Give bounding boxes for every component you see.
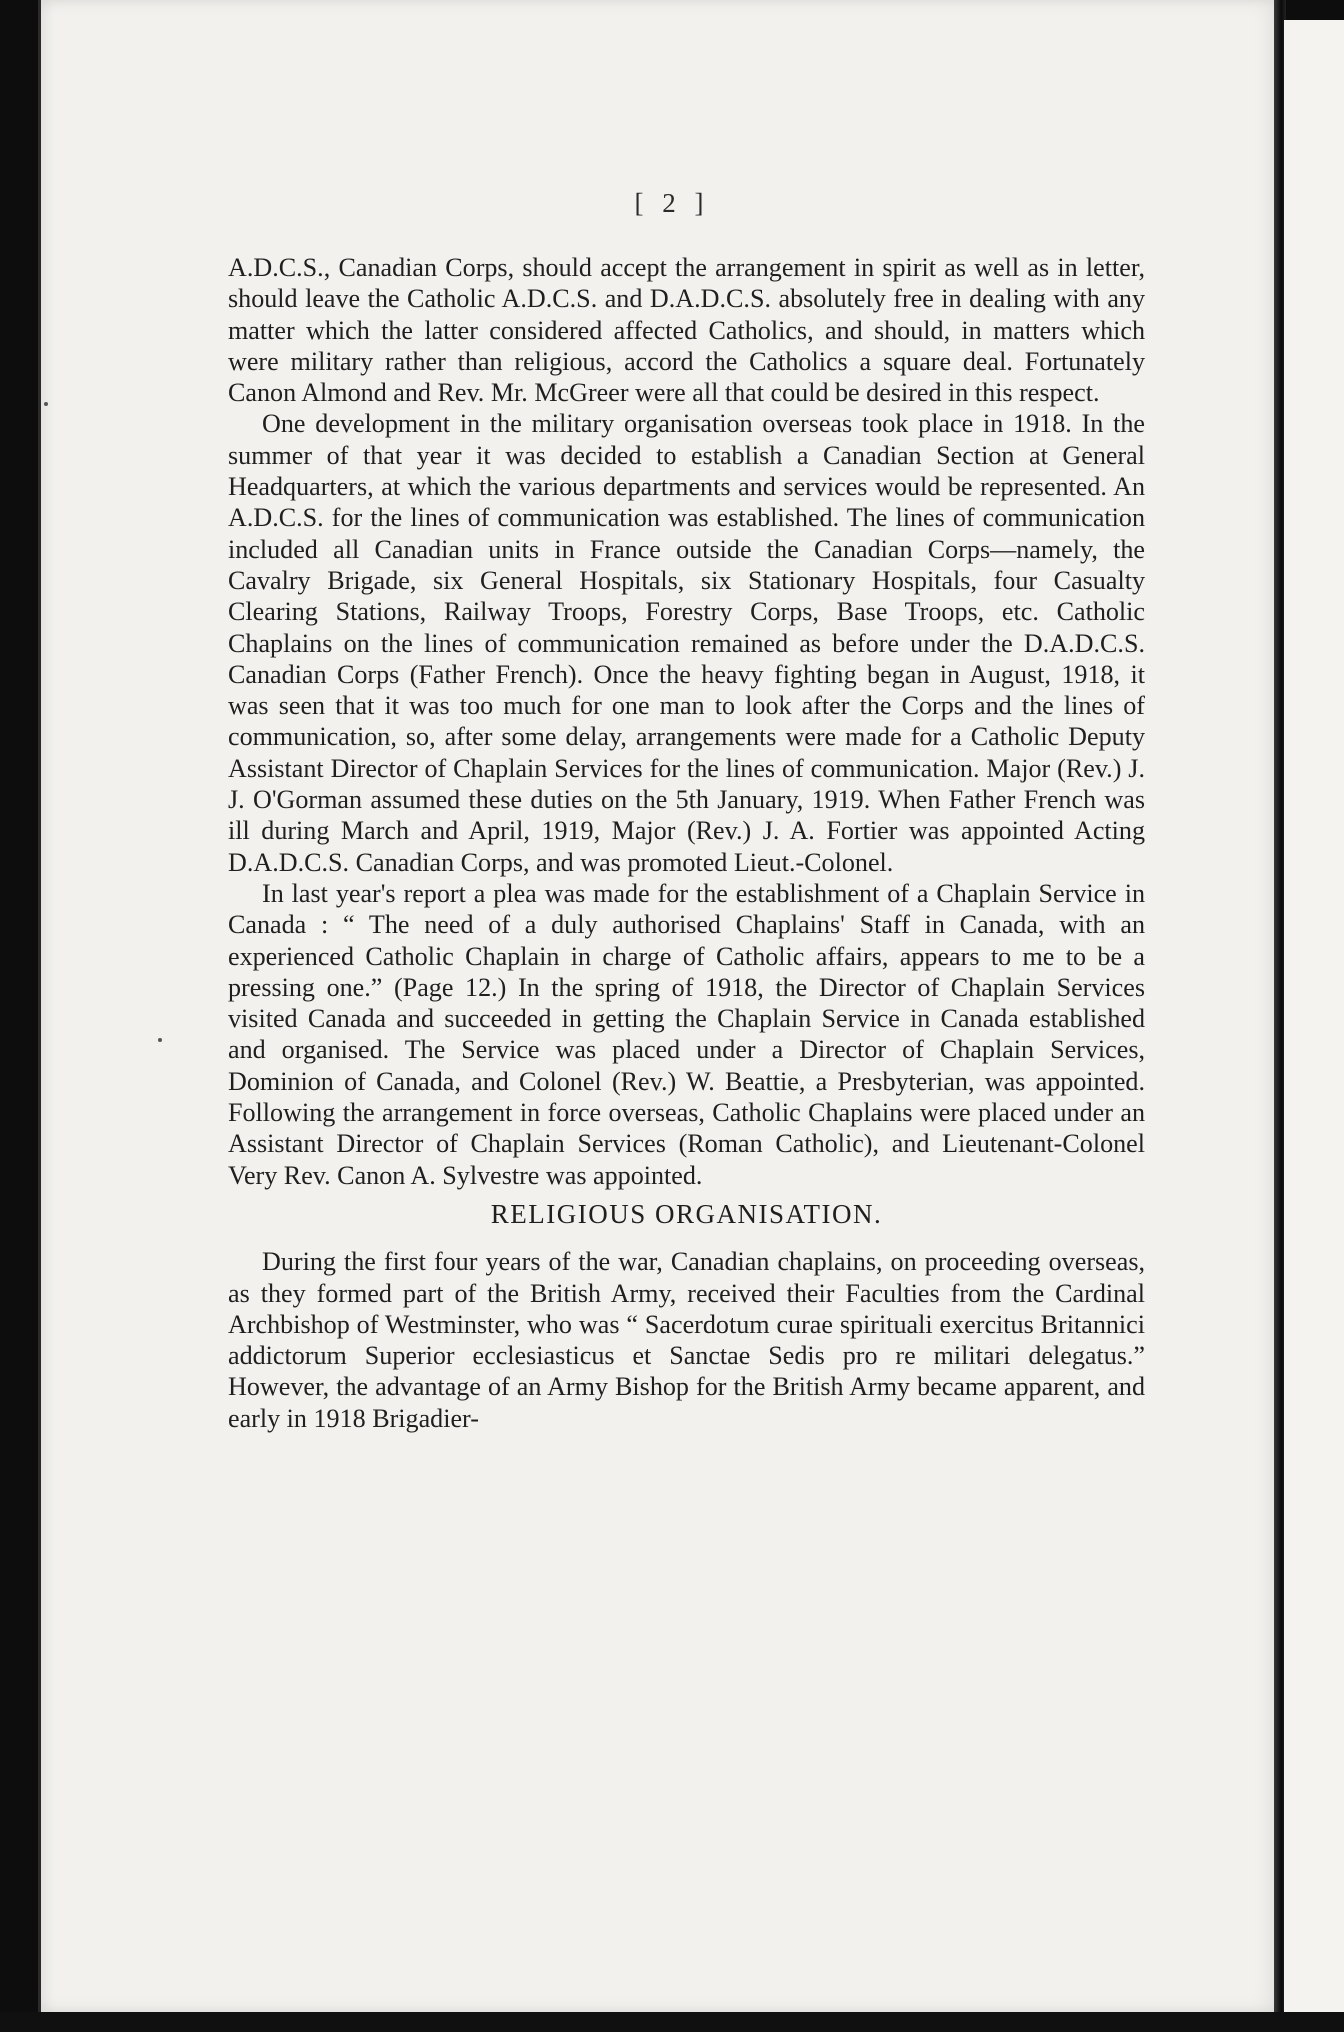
page-body (228, 252, 1145, 1434)
scan-speck (158, 1038, 162, 1042)
scan-speck (44, 402, 48, 406)
paragraph: One development in the military organisation overseas took place in 1918. In the summer of that year it was decided to establish a Canadian Section at General Headquarters, at which the various departments and services would be represented. An A.D.C.S. for the lines of communication was established. The lines of communication included all Canadian units in France outside the Canadian Corps—namely, the Cavalry Brigade, six General Hospitals, six Stationary Hospitals, four Casualty Clearing Stations, Railway Troops, Forestry Corps, Base Troops, etc. Catholic Chaplains on the lines of communication remained as before under the D.A.D.C.S. Canadian Corps (Father French). Once the heavy fighting began in August, 1918, it was seen that it was too much for one man to look after the Corps and the lines of communication, so, after some delay, arrangements were made for a Catholic Deputy Assistant Director of Chaplain Services for the lines of communication. Major (Rev.) J. J. O'Gorman assumed these duties on the 5th January, 1919. When Father French was ill during March and April, 1919, Major (Rev.) J. A. Fortier was appointed Acting D.A.D.C.S. Canadian Corps, and was promoted Lieut.-Colonel. (228, 409, 1145, 877)
paragraph: During the first four years of the war, Canadian chaplains, on proceeding overseas, as they formed part of the British Army, received their Faculties from the Cardinal Archbishop of Westminster, who was “ Sacerdotum curae spirituali exercitus Britannici addictorum Superior ecclesiasticus et Sanctae Sedis pro re militari delegatus.” However, the advantage of an Army Bishop for the British Army became apparent, and early in 1918 Brigadier- (228, 1247, 1145, 1433)
page-left-edge (38, 0, 41, 2012)
paragraph: In last year's report a plea was made for the establishment of a Chaplain Service in Canada : “ The need of a duly authorised Chaplains' Staff in Canada, with an experienced Catholic Chaplain in charge of Catholic affairs, appears to me to be a pressing one.” (Page 12.) In the spring of 1918, the Director of Chaplain Services visited Canada and succeeded in getting the Chaplain Service in Canada established and organised. The Service was placed under a Director of Chaplain Services, Dominion of Canada, and Colonel (Rev.) W. Beattie, a Presbyterian, was appointed. Following the arrangement in force overseas, Catholic Chaplains were placed under an Assistant Director of Chaplain Services (Roman Catholic), and Lieutenant-Colonel Very Rev. Canon A. Sylvestre was appointed. (228, 878, 1145, 1190)
facing-page-edge (1284, 20, 1344, 2032)
section-heading: RELIGIOUS ORGANISATION. (490, 1198, 883, 1229)
paragraph: A.D.C.S., Canadian Corps, should accept the arrangement in spirit as well as in letter, should leave the Catholic A.D.C.S. and D.A.D.C.S. absolutely free in dealing with any matter which the latter considered affected Catholics, and should, in matters which were military rather than religious, accord the Catholics a square deal. Fortunately Canon Almond and Rev. Mr. McGreer were all that could be desired in this respect. (228, 253, 1145, 408)
page-number: [ 2 ] (634, 188, 710, 218)
scan-bottom-border (0, 2012, 1344, 2032)
